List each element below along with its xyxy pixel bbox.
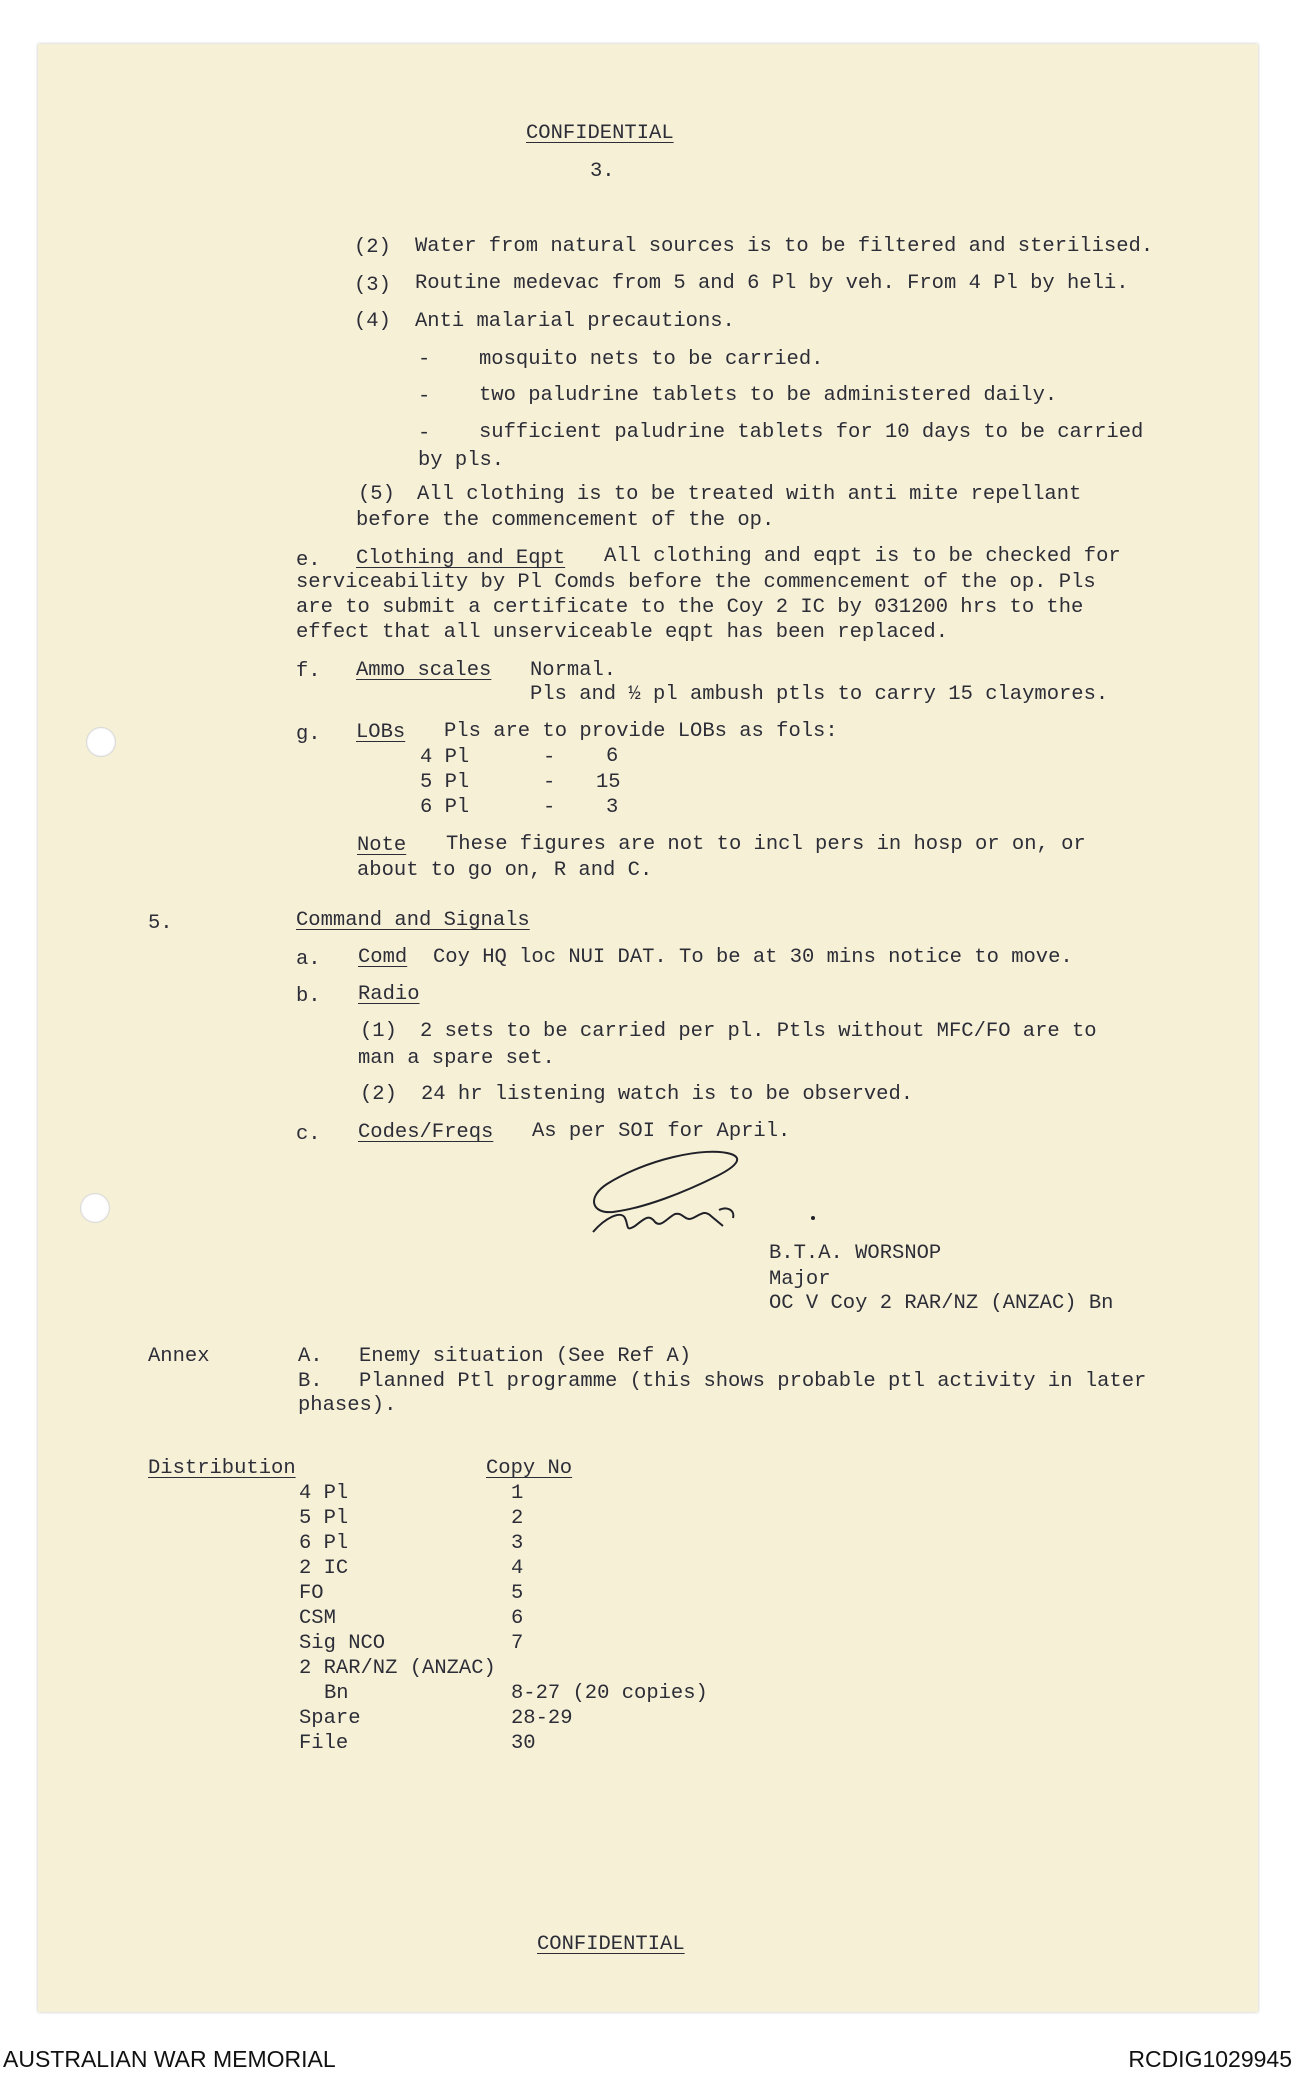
distribution-name: 2 IC [299, 1557, 349, 1580]
archive-credit: AUSTRALIAN WAR MEMORIAL [3, 2046, 336, 2072]
para-text: Normal. [530, 659, 617, 682]
punch-hole [86, 727, 116, 757]
item-number: (3) [354, 274, 391, 297]
distribution-copy: 5 [511, 1582, 524, 1605]
lob-platoon: 4 Pl [420, 746, 470, 769]
para-letter: e. [296, 549, 321, 572]
bullet-continuation: by pls. [418, 449, 505, 472]
signatory-rank: Major [769, 1268, 831, 1291]
distribution-copy: 3 [511, 1532, 524, 1555]
para-text: effect that all unserviceable eqpt has been replaced. [296, 621, 949, 644]
para-text: Pls and ½ pl ambush ptls to carry 15 claymores. [530, 683, 1109, 706]
distribution-copy: 1 [511, 1482, 524, 1505]
para-heading: Comd [358, 946, 408, 969]
distribution-copy: 6 [511, 1607, 524, 1630]
distribution-copy: 8-27 (20 copies) [511, 1682, 708, 1705]
distribution-heading: Distribution [148, 1457, 296, 1480]
item-text: Routine medevac from 5 and 6 Pl by veh. From 4 Pl by heli. [415, 272, 1129, 295]
distribution-name: File [299, 1732, 349, 1755]
bullet-dash: - [418, 385, 431, 408]
distribution-name: 4 Pl [299, 1482, 349, 1505]
item-number: (4) [354, 310, 391, 333]
item-text: Water from natural sources is to be filtered and sterilised. [415, 235, 1154, 258]
item-text: before the commencement of the op. [356, 509, 775, 532]
lob-count: 15 [596, 771, 621, 794]
annex-text: phases). [298, 1394, 397, 1417]
note-label: Note [357, 834, 407, 857]
distribution-name: 2 RAR/NZ (ANZAC) [299, 1657, 496, 1680]
note-text: These figures are not to incl pers in hosp or on, or [446, 833, 1086, 856]
item-text: Anti malarial precautions. [415, 310, 735, 333]
distribution-copy: 28-29 [511, 1707, 573, 1730]
distribution-copy: 4 [511, 1557, 524, 1580]
para-heading: LOBs [356, 721, 406, 744]
item-number: (5) [358, 483, 395, 506]
para-letter: c. [296, 1123, 321, 1146]
annex-text: Enemy situation (See Ref A) [359, 1345, 692, 1368]
distribution-copy: 2 [511, 1507, 524, 1530]
archive-identifier: RCDIG1029945 [1128, 2046, 1292, 2072]
footer-classification: CONFIDENTIAL [537, 1933, 685, 1956]
bullet-dash: - [418, 422, 431, 445]
punch-hole [80, 1193, 110, 1223]
lob-count: 6 [606, 745, 619, 768]
lob-dash: - [543, 771, 556, 794]
para-heading: Codes/Freqs [358, 1121, 494, 1144]
para-text: Pls are to provide LOBs as fols: [444, 720, 838, 743]
para-letter: f. [296, 660, 321, 683]
section-number: 5. [148, 912, 173, 935]
item-number: (1) [360, 1020, 397, 1043]
item-text: 2 sets to be carried per pl. Ptls without MFC/FO are to [420, 1020, 1097, 1043]
para-letter: a. [296, 948, 321, 971]
item-number: (2) [354, 236, 391, 259]
item-text: 24 hr listening watch is to be observed. [421, 1083, 914, 1106]
distribution-name: 6 Pl [299, 1532, 349, 1555]
section-heading: Command and Signals [296, 909, 530, 932]
distribution-name: 5 Pl [299, 1507, 349, 1530]
bullet-dash: - [418, 348, 431, 371]
para-text: All clothing and eqpt is to be checked for [604, 545, 1121, 568]
lob-dash: - [543, 746, 556, 769]
distribution-copy: 30 [511, 1732, 536, 1755]
para-heading: Clothing and Eqpt [356, 547, 566, 570]
item-text: man a spare set. [358, 1047, 555, 1070]
distribution-name: Sig NCO [299, 1632, 386, 1655]
handwritten-signature [585, 1140, 825, 1240]
distribution-name: Spare [299, 1707, 361, 1730]
signatory-appointment: OC V Coy 2 RAR/NZ (ANZAC) Bn [769, 1292, 1114, 1315]
para-letter: b. [296, 985, 321, 1008]
annex-label: Annex [148, 1345, 210, 1368]
para-text: As per SOI for April. [532, 1120, 791, 1143]
lob-count: 3 [606, 796, 619, 819]
annex-text: Planned Ptl programme (this shows probable ptl activity in later [359, 1370, 1147, 1393]
item-number: (2) [360, 1083, 397, 1106]
distribution-name: Bn [324, 1682, 349, 1705]
lob-platoon: 6 Pl [420, 796, 470, 819]
para-letter: g. [296, 723, 321, 746]
header-classification: CONFIDENTIAL [526, 122, 674, 145]
para-text: serviceability by Pl Comds before the commencement of the op. Pls [296, 571, 1096, 594]
bullet-text: sufficient paludrine tablets for 10 days to be carried [479, 421, 1144, 444]
para-heading: Ammo scales [356, 659, 492, 682]
distribution-copy: 7 [511, 1632, 524, 1655]
lob-dash: - [543, 796, 556, 819]
para-heading: Radio [358, 983, 420, 1006]
bullet-text: two paludrine tablets to be administered daily. [479, 384, 1058, 407]
copy-number-heading: Copy No [486, 1457, 573, 1480]
annex-letter: A. [298, 1345, 323, 1368]
para-text: Coy HQ loc NUI DAT. To be at 30 mins notice to move. [433, 946, 1073, 969]
distribution-name: FO [299, 1582, 324, 1605]
note-text: about to go on, R and C. [357, 859, 653, 882]
half-fraction: ½ [628, 683, 641, 706]
item-text: All clothing is to be treated with anti mite repellant [417, 483, 1082, 506]
bullet-text: mosquito nets to be carried. [479, 348, 824, 371]
annex-letter: B. [298, 1370, 323, 1393]
signatory-name: B.T.A. WORSNOP [769, 1242, 942, 1265]
para-text: are to submit a certificate to the Coy 2 IC by 031200 hrs to the [296, 596, 1084, 619]
page-number: 3. [590, 160, 615, 183]
lob-platoon: 5 Pl [420, 771, 470, 794]
distribution-name: CSM [299, 1607, 336, 1630]
